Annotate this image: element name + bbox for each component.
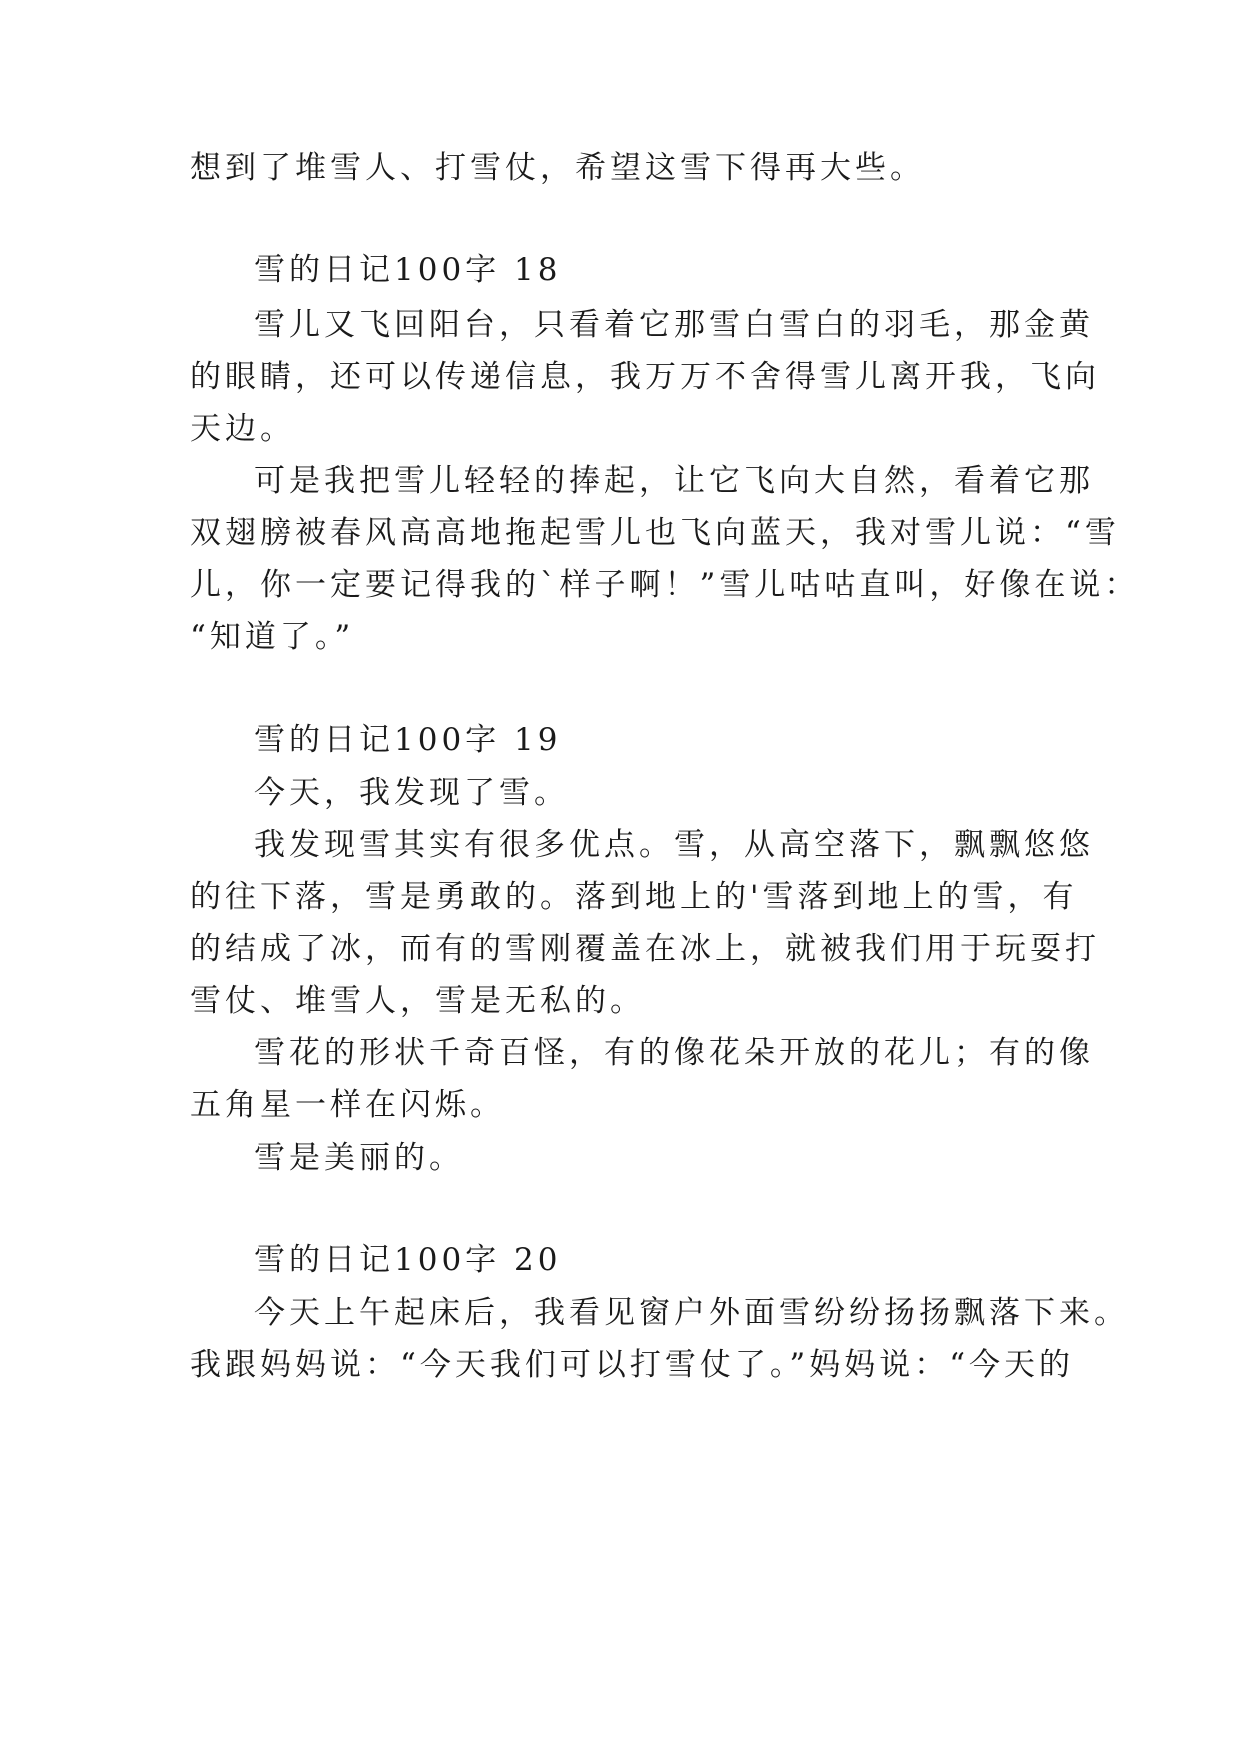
paragraph-line: 今天，我发现了雪。 xyxy=(254,775,569,811)
paragraph-line: 儿，你一定要记得我的`样子啊！”雪儿咕咕直叫，好像在说： xyxy=(190,567,1140,603)
paragraph-line: 我发现雪其实有很多优点。雪，从高空落下，飘飘悠悠 xyxy=(254,827,1094,863)
section-heading: 雪的日记100字 20 xyxy=(254,1242,562,1278)
paragraph-line: 可是我把雪儿轻轻的捧起，让它飞向大自然，看着它那 xyxy=(254,463,1094,499)
section-heading: 雪的日记100字 19 xyxy=(254,722,562,758)
paragraph-line: 的眼睛，还可以传递信息，我万万不舍得雪儿离开我，飞向 xyxy=(190,359,1100,395)
paragraph-line: 的往下落，雪是勇敢的。落到地上的'雪落到地上的雪，有 xyxy=(190,879,1078,915)
paragraph-line: 我跟妈妈说：“今天我们可以打雪仗了。”妈妈说：“今天的 xyxy=(190,1347,1075,1383)
paragraph-line: 今天上午起床后，我看见窗户外面雪纷纷扬扬飘落下来。 xyxy=(254,1295,1129,1331)
paragraph-line: 的结成了冰，而有的雪刚覆盖在冰上，就被我们用于玩耍打 xyxy=(190,931,1100,967)
paragraph-line: 五角星一样在闪烁。 xyxy=(190,1087,505,1123)
paragraph-line: 雪仗、堆雪人，雪是无私的。 xyxy=(190,983,645,1019)
section-heading: 雪的日记100字 18 xyxy=(254,252,562,288)
paragraph-line: 想到了堆雪人、打雪仗，希望这雪下得再大些。 xyxy=(190,150,925,186)
paragraph-line: 雪儿又飞回阳台，只看着它那雪白雪白的羽毛，那金黄 xyxy=(254,307,1094,343)
paragraph-line: 雪花的形状千奇百怪，有的像花朵开放的花儿；有的像 xyxy=(254,1035,1094,1071)
paragraph-line: 雪是美丽的。 xyxy=(254,1140,464,1176)
paragraph-line: 天边。 xyxy=(190,411,295,447)
paragraph-line: 双翅膀被春风高高地拖起雪儿也飞向蓝天，我对雪儿说：“雪 xyxy=(190,515,1120,551)
paragraph-line: “知道了。” xyxy=(190,619,355,655)
